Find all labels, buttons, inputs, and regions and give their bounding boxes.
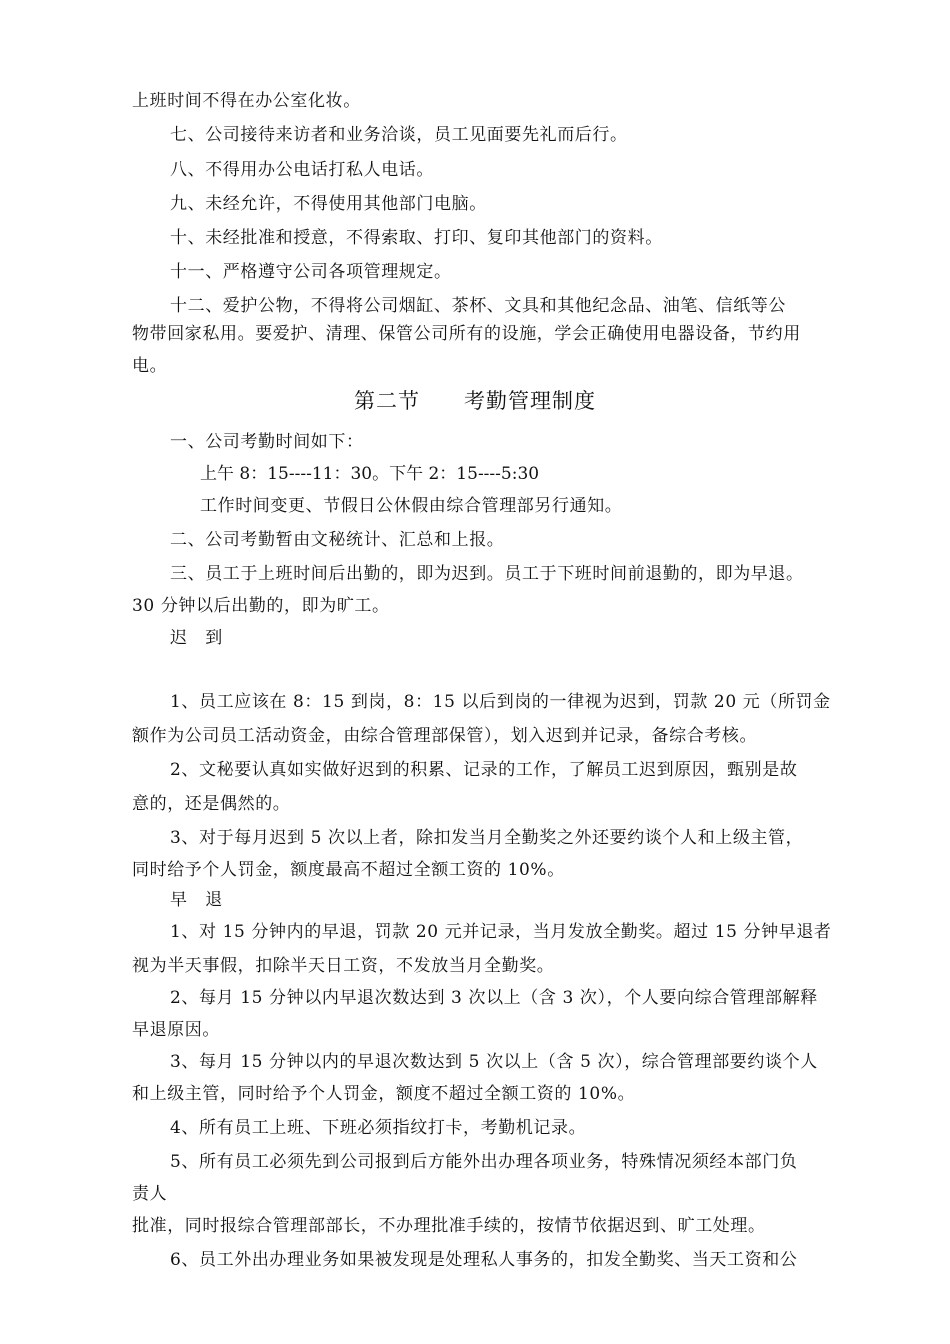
- text-line: 30 分钟以后出勤的，即为旷工。: [132, 596, 390, 616]
- text-line: 八、不得用办公电话打私人电话。: [170, 160, 434, 180]
- text-line: 2、每月 15 分钟以内早退次数达到 3 次以上（含 3 次），个人要向综合管理部解释: [170, 988, 818, 1008]
- text-line: 上班时间不得在办公室化妆。: [132, 91, 361, 111]
- text-line: 5、所有员工必须先到公司报到后方能外出办理各项业务，特殊情况须经本部门负: [170, 1152, 798, 1172]
- text-line: 3、每月 15 分钟以内的早退次数达到 5 次以上（含 5 次），综合管理部要约谈个人: [170, 1052, 818, 1072]
- text-line: 工作时间变更、节假日公休假由综合管理部另行通知。: [200, 496, 623, 516]
- text-line: 批准，同时报综合管理部部长，不办理批准手续的，按情节依据迟到、旷工处理。: [132, 1216, 766, 1236]
- text-line: 二、公司考勤暂由文秘统计、汇总和上报。: [170, 530, 505, 550]
- subheading-late: 迟 到: [170, 628, 223, 648]
- text-line: 早退原因。: [132, 1020, 220, 1040]
- text-line: 七、公司接待来访者和业务洽谈，员工见面要先礼而后行。: [170, 125, 628, 145]
- text-line: 6、员工外出办理业务如果被发现是处理私人事务的，扣发全勤奖、当天工资和公: [170, 1250, 798, 1270]
- text-line: 3、对于每月迟到 5 次以上者，除扣发当月全勤奖之外还要约谈个人和上级主管，: [170, 828, 804, 848]
- text-line: 九、未经允许，不得使用其他部门电脑。: [170, 194, 487, 214]
- text-line: 电。: [132, 356, 168, 376]
- text-line: 三、员工于上班时间后出勤的，即为迟到。员工于下班时间前退勤的，即为早退。: [170, 564, 804, 584]
- text-line: 十、未经批准和授意，不得索取、打印、复印其他部门的资料。: [170, 228, 663, 248]
- text-line: 额作为公司员工活动资金，由综合管理部保管），划入迟到并记录，备综合考核。: [132, 726, 758, 746]
- text-line: 1、对 15 分钟内的早退，罚款 20 元并记录，当月发放全勤奖。超过 15 分钟早退者: [170, 922, 832, 942]
- text-line: 2、文秘要认真如实做好迟到的积累、记录的工作，了解员工迟到原因，甄别是故: [170, 760, 798, 780]
- subheading-early-leave: 早 退: [170, 890, 223, 910]
- text-line: 上午 8：15----11：30。下午 2：15----5:30: [200, 464, 540, 484]
- text-line: 物带回家私用。要爱护、清理、保管公司所有的设施，学会正确使用电器设备，节约用: [132, 324, 801, 344]
- text-line: 意的，还是偶然的。: [132, 794, 291, 814]
- text-line: 视为半天事假，扣除半天日工资，不发放当月全勤奖。: [132, 956, 555, 976]
- text-line: 和上级主管，同时给予个人罚金，额度不超过全额工资的 10%。: [132, 1084, 636, 1104]
- text-line: 同时给予个人罚金，额度最高不超过全额工资的 10%。: [132, 860, 565, 880]
- text-line: 十一、严格遵守公司各项管理规定。: [170, 262, 452, 282]
- section-heading: 第二节 考勤管理制度: [354, 389, 596, 413]
- text-line: 1、员工应该在 8：15 到岗，8：15 以后到岗的一律视为迟到，罚款 20 元（所罚金: [170, 692, 831, 712]
- text-line: 4、所有员工上班、下班必须指纹打卡，考勤机记录。: [170, 1118, 587, 1138]
- text-line: 一、公司考勤时间如下：: [170, 432, 364, 452]
- text-line: 十二、爱护公物，不得将公司烟缸、茶杯、文具和其他纪念品、油笔、信纸等公: [170, 296, 786, 316]
- text-line: 责人: [132, 1184, 168, 1204]
